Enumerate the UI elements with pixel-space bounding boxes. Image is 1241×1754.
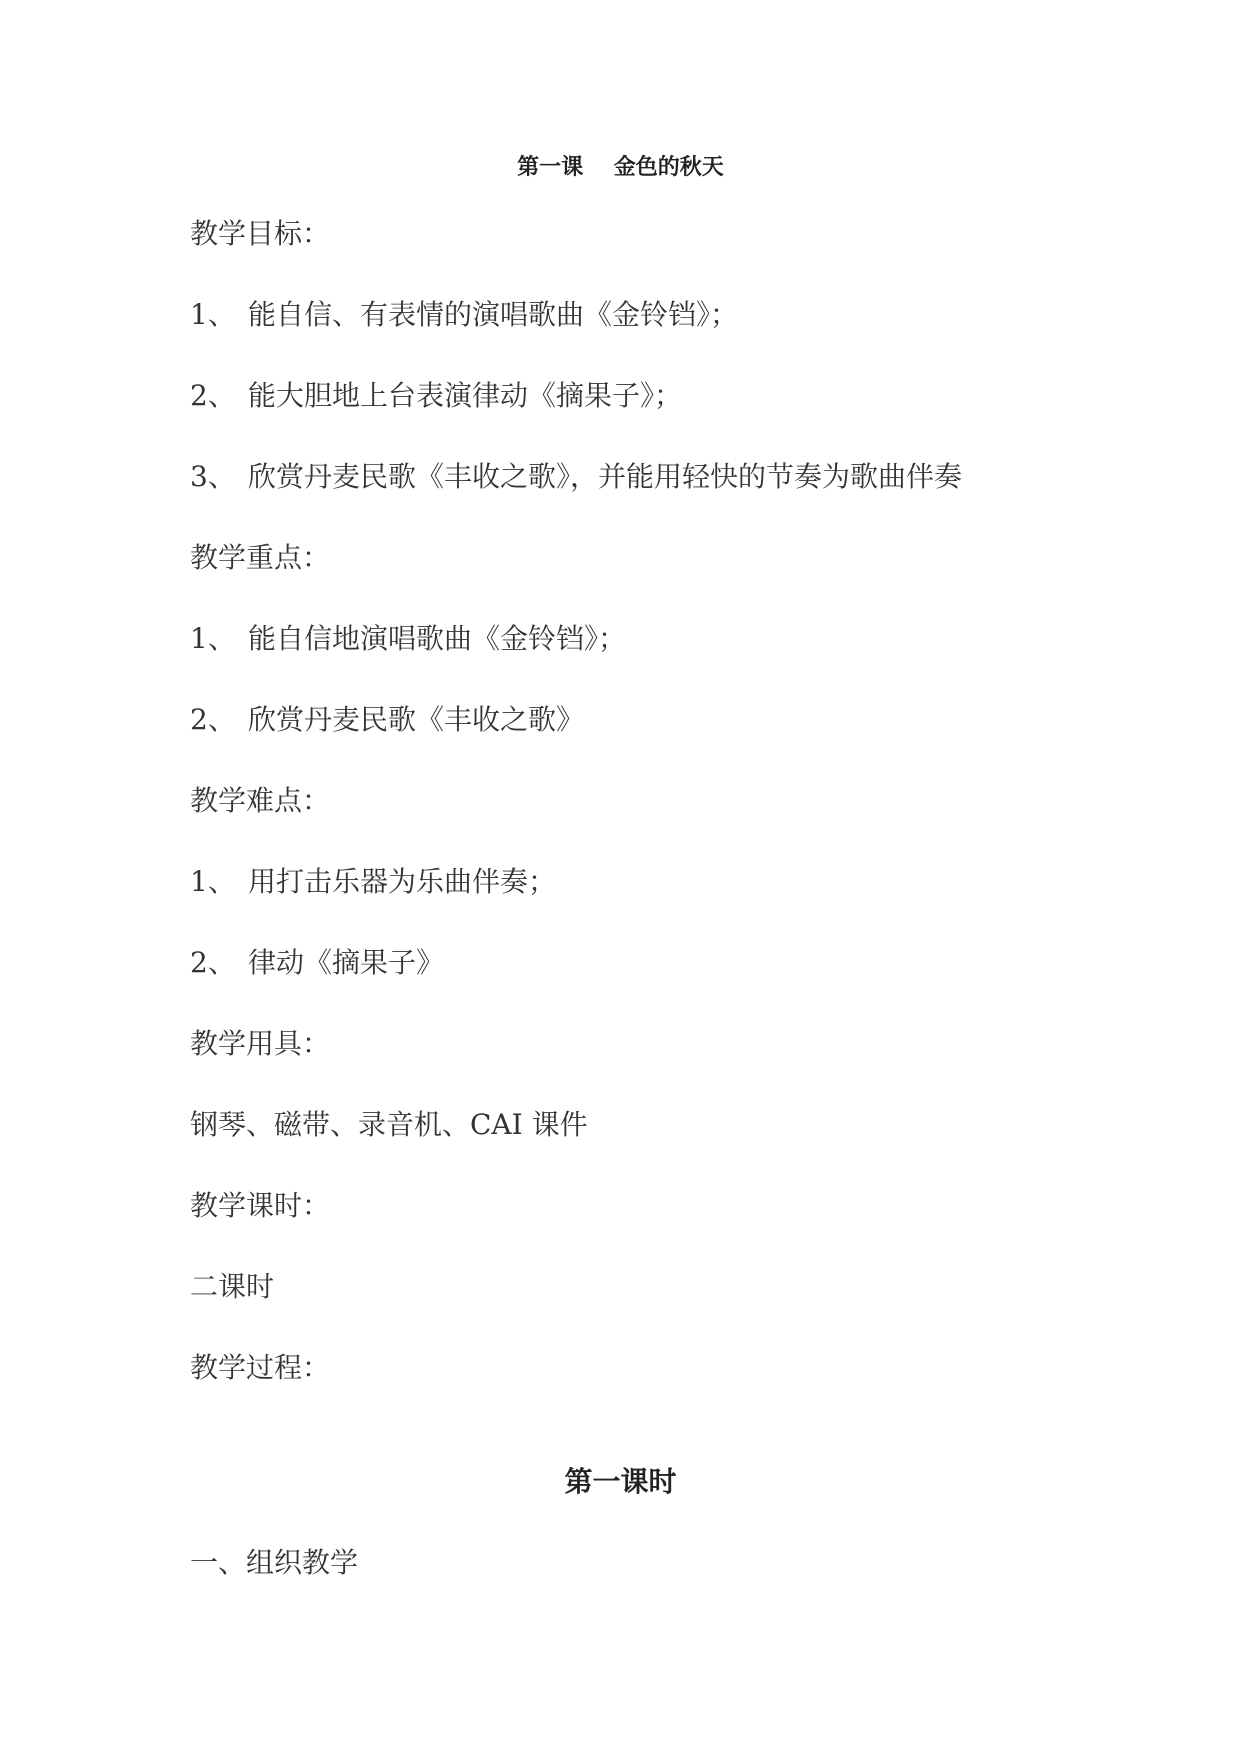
key-point-item-1 — [190, 619, 626, 659]
hours-text: 二课时 — [190, 1270, 275, 1303]
difficulty-item-1-number: 1、 — [190, 865, 236, 898]
difficulties-heading: 教学难点： — [190, 784, 331, 817]
key-point-item-1-text: 能自信地演唱歌曲《金铃铛》； — [248, 622, 627, 655]
difficulty-item-1-text: 用打击乐器为乐曲伴奏； — [248, 865, 557, 898]
tools-text: 钢琴、磁带、录音机、CAI 课件 — [190, 1108, 588, 1141]
goal-item-2-number: 2、 — [190, 379, 236, 412]
goal-item-1 — [190, 295, 738, 335]
key-point-item-1-number: 1、 — [190, 622, 236, 655]
first-period-heading: 第一课时 — [564, 1465, 677, 1498]
difficulty-item-2-number: 2、 — [190, 946, 236, 979]
process-heading: 教学过程： — [190, 1351, 331, 1384]
key-points-heading: 教学重点： — [190, 541, 331, 574]
hours-heading: 教学课时： — [190, 1189, 331, 1222]
goal-item-2 — [190, 376, 682, 416]
difficulty-item-2-text: 律动《摘果子》 — [248, 946, 445, 979]
key-point-item-2 — [190, 700, 584, 740]
document-title: 第一课 金色的秋天 — [517, 155, 724, 180]
process-step-1: 一、组织教学 — [190, 1546, 359, 1579]
difficulty-item-2 — [190, 943, 444, 983]
key-point-item-2-number: 2、 — [190, 703, 236, 736]
key-point-item-2-text: 欣赏丹麦民歌《丰收之歌》 — [248, 703, 585, 736]
difficulty-item-1 — [190, 862, 556, 902]
goal-item-3-number: 3、 — [190, 460, 236, 493]
goal-item-1-text: 能自信、有表情的演唱歌曲《金铃铛》； — [248, 298, 739, 331]
goal-item-1-number: 1、 — [190, 298, 236, 331]
goal-item-3 — [190, 457, 962, 497]
goal-item-3-text: 欣赏丹麦民歌《丰收之歌》，并能用轻快的节奏为歌曲伴奏 — [248, 460, 963, 493]
goals-heading: 教学目标： — [190, 217, 331, 250]
tools-heading: 教学用具： — [190, 1027, 331, 1060]
goal-item-2-text: 能大胆地上台表演律动《摘果子》； — [248, 379, 683, 412]
